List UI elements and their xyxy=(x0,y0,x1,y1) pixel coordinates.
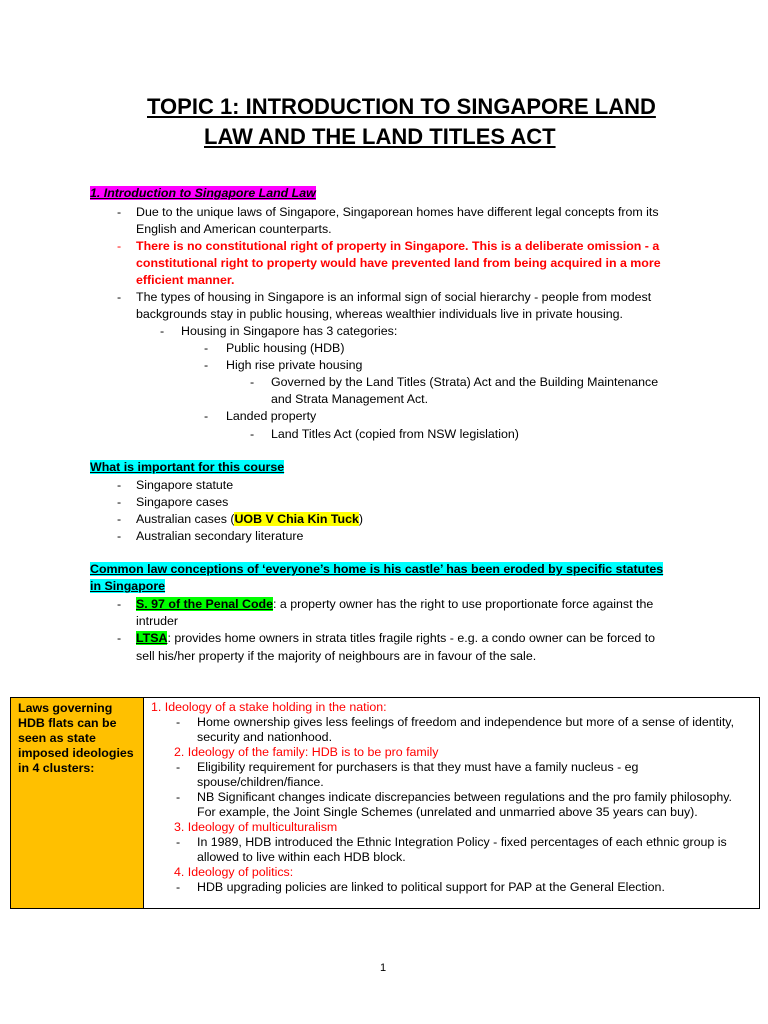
common-law-item-1 xyxy=(136,596,653,613)
bullet-dash: - xyxy=(117,205,122,219)
important-item-1: Singapore statute xyxy=(136,478,234,492)
common-law-heading-l2-text: in Singapore xyxy=(90,579,166,593)
ideology-1-item-l2: security and nationhood. xyxy=(197,730,333,744)
bullet-dash: - xyxy=(176,790,181,804)
bullet-dash: - xyxy=(117,512,122,526)
penal-code-label: S. 97 of the Penal Code xyxy=(136,597,274,611)
ideologies-table xyxy=(10,697,760,909)
bullet-dash: - xyxy=(117,529,122,543)
ideology-1-heading: 1. Ideology of a stake holding in the nation: xyxy=(151,700,387,714)
bullet-dash: - xyxy=(176,760,181,774)
common-law-item-1-text: : a property owner has the right to use proportionate force against the xyxy=(273,597,654,611)
bullet-dash: - xyxy=(176,715,181,729)
ideology-4-item: HDB upgrading policies are linked to political support for PAP at the General Election. xyxy=(197,880,665,894)
section1-heading xyxy=(90,185,316,202)
bullet-dash: - xyxy=(117,597,122,611)
bullet-dash: - xyxy=(176,880,181,894)
ideology-3-item-l1: In 1989, HDB introduced the Ethnic Integration Policy - fixed percentages of each ethnic group is xyxy=(197,835,727,849)
common-law-item-1-l2: intruder xyxy=(136,614,179,628)
bullet-dash: - xyxy=(117,290,122,304)
s1-p2-l1: There is no constitutional right of property in Singapore. This is a deliberate omission - a xyxy=(136,239,660,253)
important-item-2: Singapore cases xyxy=(136,495,229,509)
ideology-2-item1-l2: spouse/children/fiance. xyxy=(197,775,324,789)
s1-cat1: Public housing (HDB) xyxy=(226,341,345,355)
s1-cat-intro: Housing in Singapore has 3 categories: xyxy=(181,324,398,338)
bullet-dash: - xyxy=(204,409,209,423)
common-law-heading-l1 xyxy=(90,561,663,578)
ideologies-table-label-cell xyxy=(11,698,144,908)
case-name: UOB V Chia Kin Tuck xyxy=(234,512,359,526)
page-number: 1 xyxy=(380,962,387,974)
bullet-dash: - xyxy=(204,358,209,372)
s1-p2-l3: efficient manner. xyxy=(136,273,235,287)
ideology-2-item2-l1: NB Significant changes indicate discrepancies between regulations and the pro family philosophy. xyxy=(197,790,732,804)
s1-p3-l2: backgrounds stay in public housing, whereas wealthier individuals live in private housing. xyxy=(136,307,623,321)
important-item-3-text: Australian cases ( xyxy=(136,512,235,526)
bullet-dash: - xyxy=(250,375,255,389)
case-close: ) xyxy=(358,512,364,526)
important-item-3 xyxy=(136,511,363,528)
common-law-item-2-l2: sell his/her property if the majority of neighbours are in favour of the sale. xyxy=(136,649,537,663)
ideology-3-heading: 3. Ideology of multiculturalism xyxy=(174,820,338,834)
ideology-4-heading: 4. Ideology of politics: xyxy=(174,865,294,879)
ideologies-table-label: Laws governing HDB flats can be seen as state imposed ideologies in 4 clusters: xyxy=(18,701,134,775)
page-title-line1: TOPIC 1: INTRODUCTION TO SINGAPORE LAND xyxy=(147,94,656,119)
important-heading xyxy=(90,459,284,476)
bullet-dash: - xyxy=(117,239,122,253)
s1-cat3: Landed property xyxy=(226,409,317,423)
ideology-1-item-l1: Home ownership gives less feelings of freedom and independence but more of a sense of identity, xyxy=(197,715,735,729)
ideology-2-item1-l1: Eligibility requirement for purchasers is that they must have a family nucleus - eg xyxy=(197,760,639,774)
ideology-2-item2-l2: For example, the Joint Single Schemes (unrelated and unmarried above 35 years can buy). xyxy=(197,805,698,819)
bullet-dash: - xyxy=(117,495,122,509)
common-law-item-2 xyxy=(136,630,655,647)
page-title-line2: LAW AND THE LAND TITLES ACT xyxy=(204,124,556,149)
bullet-dash: - xyxy=(117,478,122,492)
ideology-2-heading: 2. Ideology of the family: HDB is to be pro family xyxy=(174,745,439,759)
common-law-item-2-text: : provides home owners in strata titles fragile rights - e.g. a condo owner can be forced to xyxy=(167,631,656,645)
bullet-dash: - xyxy=(160,324,165,338)
important-heading-text: What is important for this course xyxy=(90,460,285,474)
bullet-dash: - xyxy=(204,341,209,355)
s1-p1-l2: English and American counterparts. xyxy=(136,222,332,236)
common-law-heading-l2 xyxy=(90,578,165,595)
s1-cat2-sub-l2: and Strata Management Act. xyxy=(271,392,429,406)
s1-cat2-sub-l1: Governed by the Land Titles (Strata) Act and the Building Maintenance xyxy=(271,375,659,389)
ltsa-label: LTSA xyxy=(136,631,168,645)
section1-heading-text: 1. Introduction to Singapore Land Law xyxy=(90,186,316,200)
s1-p1-l1: Due to the unique laws of Singapore, Singaporean homes have different legal concepts from its xyxy=(136,205,659,219)
s1-cat2: High rise private housing xyxy=(226,358,363,372)
important-item-4: Australian secondary literature xyxy=(136,529,304,543)
s1-p2-l2: constitutional right to property would have prevented land from being acquired in a more xyxy=(136,256,661,270)
bullet-dash: - xyxy=(250,427,255,441)
bullet-dash: - xyxy=(117,631,122,645)
ideology-3-item-l2: allowed to live within each HDB block. xyxy=(197,850,406,864)
s1-cat3-sub: Land Titles Act (copied from NSW legislation) xyxy=(271,427,519,441)
common-law-heading-l1-text: Common law conceptions of ‘everyone’s home is his castle’ has been eroded by specific statutes xyxy=(90,562,664,576)
bullet-dash: - xyxy=(176,835,181,849)
s1-p3-l1: The types of housing in Singapore is an informal sign of social hierarchy - people from modest xyxy=(136,290,652,304)
